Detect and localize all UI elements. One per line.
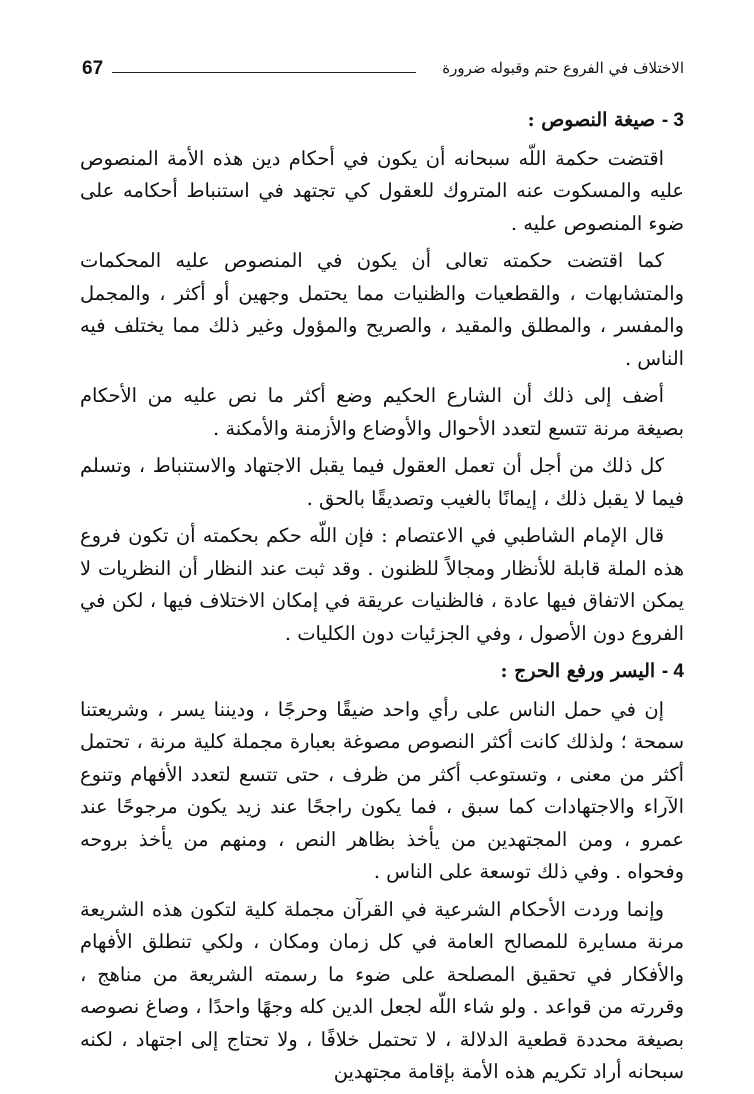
paragraph: أضف إلى ذلك أن الشارع الحكيم وضع أكثر ما نص عليه من الأحكام بصيغة مرنة تتسع لتعدد الأحوال والأوضاع والأزمنة والأمكنة .	[80, 384, 684, 440]
paragraph: اقتضت حكمة اللّه سبحانه أن يكون في أحكام دين هذه الأمة المنصوص عليه والمسكوت عنه المتروك للعقول كي تجتهد في استنباط أحكامه على ضوء المنصوص عليه .	[80, 146, 684, 235]
page-number: 67	[82, 58, 104, 79]
paragraph: إن في حمل الناس على رأي واحد ضيقًا وحرجًا ، وديننا يسر ، وشريعتنا سمحة ؛ ولذلك كانت أكثر النصوص مصوغة بعبارة مجملة كلية مرنة ، تحتمل أكثر من معنى ، وتستوعب أكثر من ظرف ، حتى تتسع لتعدد الأفهام وتنوع الآراء والاجتهادات كما سبق ، فما يكون راجحًا عند زيد يكون مرجوحًا عند عمرو ، ومن المجتهدين من يأخذ بظاهر النص ، ومنهم من يأخذ بروحه وفحواه . وفي ذلك توسعة على الناس .	[80, 697, 684, 883]
running-title: الاختلاف في الفروع حتم وقبوله ضرورة	[442, 59, 684, 77]
paragraph: وإنما وردت الأحكام الشرعية في القرآن مجملة كلية لتكون هذه الشريعة مرنة مسايرة للمصالح العامة في كل زمان ومكان ، ولكي تنطلق الأفهام والأفكار في تحقيق المصلحة على ضوء ما رسمته الشريعة من مناهج ، وقررته من قواعد . ولو شاء اللّه لجعل الدين كله وجهًا واحدًا ، وصاغ نصوصه بصيغة محددة قطعية الدلالة ، لا تحتمل خلافًا ، ولا تحتاج إلى اجتهاد ، لكنه سبحانه أراد تكريم هذه الأمة بإقامة مجتهدين	[80, 897, 684, 1083]
header-rule	[112, 72, 416, 73]
section-heading	[80, 655, 684, 689]
running-header	[82, 60, 684, 84]
page-body	[80, 104, 684, 1094]
paragraph: كما اقتضت حكمته تعالى أن يكون في المنصوص عليه المحكمات والمتشابهات ، والقطعيات والظنيات مما يحتمل وجهين أو أكثر ، والمجمل والمفسر ، والمطلق والمقيد ، والصريح والمؤول وغير ذلك مما يختلف فيه الناس .	[80, 249, 684, 370]
paragraph: قال الإمام الشاطبي في الاعتصام : فإن اللّه حكم بحكمته أن تكون فروع هذه الملة قابلة للأنظار ومجالاً للظنون . وقد ثبت عند النظار أن النظريات لا يمكن الاتفاق فيها عادة ، فالظنيات عريقة في إمكان الاختلاف فيها ، لكن في الفروع دون الأصول ، وفي الجزئيات دون الكليات .	[80, 524, 684, 645]
paragraph: كل ذلك من أجل أن تعمل العقول فيما يقبل الاجتهاد والاستنباط ، وتسلم فيما لا يقبل ذلك ، إيمانًا بالغيب وتصديقًا بالحق .	[80, 454, 684, 510]
section-title: صيغة النصوص :	[527, 109, 656, 131]
section-number: 3 -	[661, 110, 684, 131]
section-number: 4 -	[661, 661, 684, 682]
section-heading	[80, 104, 684, 138]
section-title: اليسر ورفع الحرج :	[500, 660, 656, 682]
